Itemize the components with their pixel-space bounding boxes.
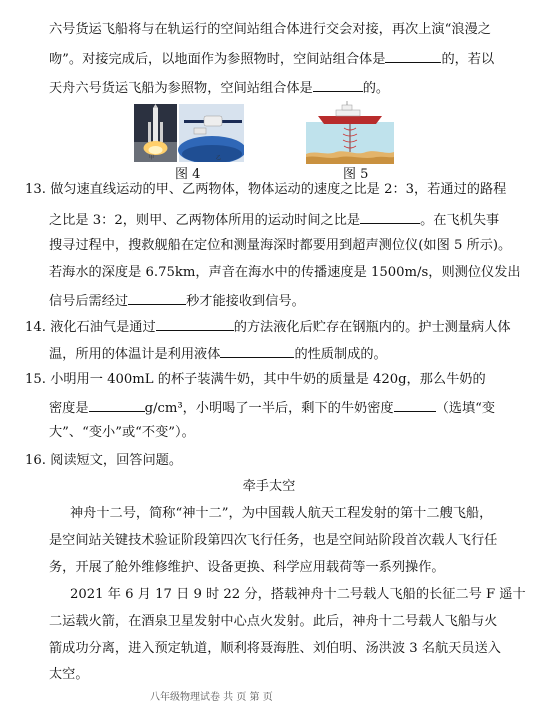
passage-line: 2021 年 6 月 17 日 9 时 22 分，搭载神舟十二号载人飞船的长征二号 F 遥十 bbox=[70, 587, 526, 602]
question-14-line bbox=[25, 318, 511, 336]
text-segment: 秒才能接收到信号。 bbox=[186, 294, 305, 309]
text-segment: （选填“变 bbox=[435, 401, 496, 416]
question-15-line bbox=[49, 399, 495, 417]
question-13-line: 若海水的深度是 6.75km，声音在海水中的传播速度是 1500m/s，则测位仪发出 bbox=[49, 265, 521, 280]
question-13-line bbox=[25, 182, 506, 198]
answer-blank[interactable] bbox=[156, 318, 234, 331]
figure-4-label-a: 甲 bbox=[149, 155, 155, 161]
text-segment: 的。 bbox=[362, 81, 390, 96]
text-segment: 天舟六号货运飞船为参照物，空间站组合体是 bbox=[49, 81, 313, 96]
text-segment: 温，所用的体温计是利用液体 bbox=[49, 347, 221, 362]
text-segment: 的，若以 bbox=[441, 52, 495, 67]
answer-blank[interactable] bbox=[385, 50, 441, 63]
passage-line: 务，开展了舱外维修维护、设备更换、科学应用载荷等一系列操作。 bbox=[49, 560, 445, 575]
text-segment: 的性质制成的。 bbox=[294, 347, 387, 362]
figure-5-caption: 图 5 bbox=[343, 167, 369, 182]
answer-blank[interactable] bbox=[89, 399, 145, 412]
figure-4-label-b: 乙 bbox=[216, 155, 222, 161]
passage-line: 二运载火箭，在酒泉卫星发射中心点火发射。此后，神舟十二号载人飞船与火 bbox=[49, 614, 498, 629]
text-segment: 吻”。对接完成后，以地面作为参照物时，空间站组合体是 bbox=[49, 52, 386, 67]
question-15-line: 大”、“变小”或“不变”）。 bbox=[49, 425, 195, 440]
passage-title: 牵手太空 bbox=[242, 479, 296, 494]
answer-blank[interactable] bbox=[360, 211, 420, 224]
text-line: 六号货运飞船将与在轨运行的空间站组合体进行交会对接，再次上演“浪漫之 bbox=[49, 22, 491, 37]
question-13-line bbox=[49, 292, 305, 310]
passage-line: 是空间站关键技术验证阶段第四次飞行任务，也是空间站阶段首次载人飞行任 bbox=[49, 533, 498, 548]
text-line bbox=[49, 50, 494, 68]
text-segment: 小明用一 400mL 的杯子装满牛奶，其中牛奶的质量是 420g，那么牛奶的 bbox=[50, 372, 486, 387]
answer-blank[interactable] bbox=[394, 399, 436, 412]
question-14-line bbox=[49, 345, 387, 363]
page-footer: 八年级物理试卷 共 页 第 页 bbox=[150, 692, 273, 703]
text-segment: 。在飞机失事 bbox=[420, 213, 500, 228]
passage-line: 箭成功分离，进入预定轨道，顺利将聂海胜、刘伯明、汤洪波 3 名航天员送入 bbox=[49, 641, 501, 656]
text-segment: 之比是 3：2，则甲、乙两物体所用的运动时间之比是 bbox=[49, 213, 361, 228]
question-16-line bbox=[25, 453, 182, 469]
question-13-line bbox=[49, 211, 499, 229]
figure-5-image bbox=[306, 100, 394, 164]
answer-blank[interactable] bbox=[313, 79, 363, 92]
text-segment: 做匀速直线运动的甲、乙两物体，物体运动的速度之比是 2：3，若通过的路程 bbox=[50, 182, 507, 197]
figure-4-image bbox=[134, 104, 244, 162]
text-segment: 的方法液化后贮存在钢瓶内的。护士测量病人体 bbox=[233, 320, 511, 335]
passage-line: 神舟十二号，简称“神十二”，为中国载人航天工程发射的第十二艘飞船， bbox=[70, 506, 493, 521]
text-segment: 液化石油气是通过 bbox=[50, 320, 156, 335]
passage-line: 太空。 bbox=[49, 667, 89, 682]
text-segment: 信号后需经过 bbox=[49, 294, 129, 309]
answer-blank[interactable] bbox=[128, 292, 186, 305]
answer-blank[interactable] bbox=[220, 345, 294, 358]
text-line bbox=[49, 79, 389, 97]
text-segment: 密度是 bbox=[49, 401, 89, 416]
question-14-number: 14. bbox=[25, 320, 46, 335]
question-16-number: 16. bbox=[25, 453, 46, 468]
question-13-line: 搜寻过程中，搜救舰船在定位和测量海深时都要用到超声测位仪(如图 5 所示)。 bbox=[49, 238, 512, 253]
question-15-number: 15. bbox=[25, 372, 46, 387]
question-15-line bbox=[25, 372, 486, 388]
figure-4-caption: 图 4 bbox=[175, 167, 201, 182]
text-segment: g/cm³，小明喝了一半后，剩下的牛奶密度 bbox=[144, 401, 394, 416]
text-segment: 阅读短文，回答问题。 bbox=[50, 453, 183, 468]
question-13-number: 13. bbox=[25, 182, 46, 197]
